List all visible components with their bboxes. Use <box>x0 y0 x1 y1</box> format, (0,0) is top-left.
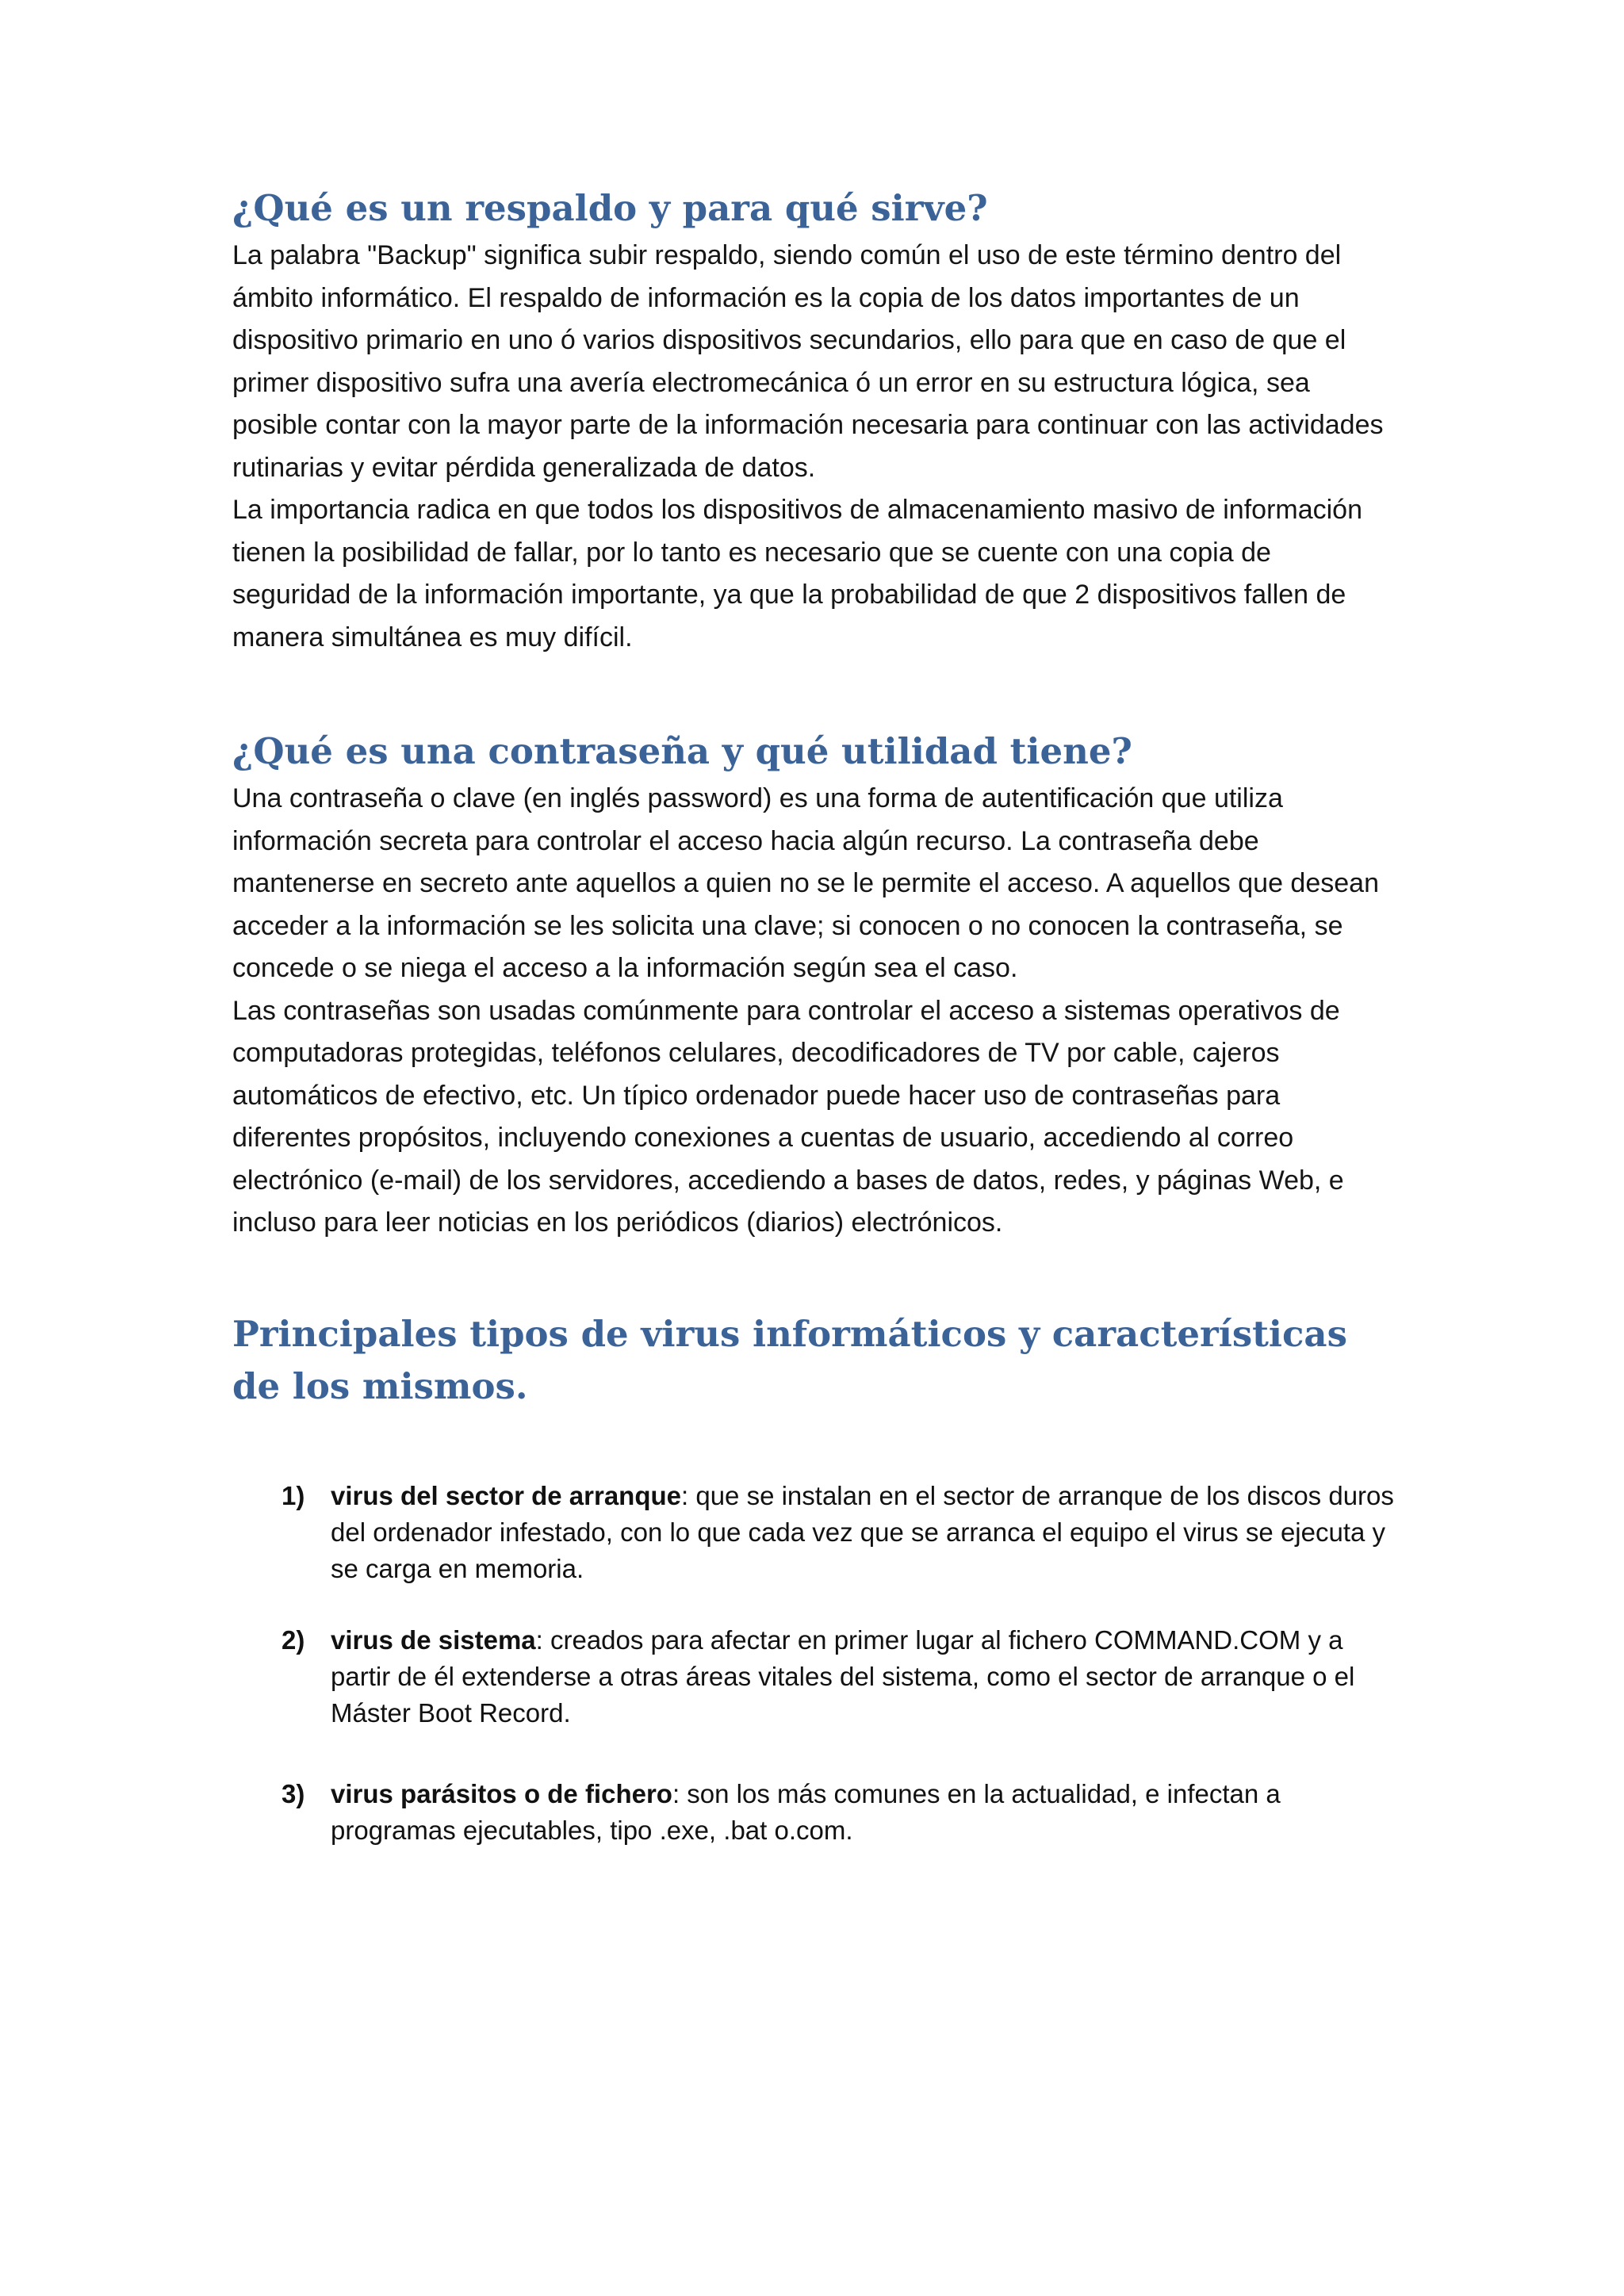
list-item-term: virus de sistema <box>331 1624 536 1655</box>
section-heading-respaldo: ¿Qué es un respaldo y para qué sirve? <box>232 187 988 229</box>
list-item-term: virus del sector de arranque <box>331 1480 682 1510</box>
paragraph-respaldo-definicion: La palabra "Backup" significa subir respaldo, siendo común el uso de este término dentro del ámbito informático. El respaldo de información es la copia de los datos importantes de un dispositivo primario en uno ó varios dispositivos secundarios, ello para que en caso de que el primer dispositivo sufra una avería electromecánica ó un error en su estructura lógica, sea posible contar con la mayor parte de la información necesaria para continuar con las actividades rutinarias y evitar pérdida generalizada de datos. <box>232 240 1384 483</box>
section-heading-virus: Principales tipos de virus informáticos y características de los mismos. <box>232 1312 1347 1407</box>
list-item <box>282 1776 1394 1849</box>
virus-types-list <box>232 1478 1394 1849</box>
list-item <box>282 1478 1394 1587</box>
list-item-text: : creados para afectar en primer lugar al fichero COMMAND.COM y a partir de él extenderse a otras áreas vitales del sistema, como el sector de arranque o el Máster Boot Record. <box>331 1624 1355 1728</box>
list-item-text: : son los más comunes en la actualidad, e infectan a programas ejecutables, tipo .exe, .bat o.com. <box>331 1778 1281 1845</box>
paragraph-respaldo-importancia: La importancia radica en que todos los dispositivos de almacenamiento masivo de información tienen la posibilidad de fallar, por lo tanto es necesario que se cuente con una copia de seguridad de la información importante, ya que la probabilidad de que 2 dispositivos fallen de manera simultánea es muy difícil. <box>232 495 1362 652</box>
paragraph-contrasena-usos: Las contraseñas son usadas comúnmente para controlar el acceso a sistemas operativos de computadoras protegidas, teléfonos celulares, decodificadores de TV por cable, cajeros automáticos de efectivo, etc. Un típico ordenador puede hacer uso de contraseñas para diferentes propósitos, incluyendo conexiones a cuentas de usuario, accediendo al correo electrónico (e-mail) de los servidores, accediendo a bases de datos, redes, y páginas Web, e incluso para leer noticias en los periódicos (diarios) electrónicos. <box>232 995 1344 1238</box>
list-item-term: virus parásitos o de fichero <box>331 1778 672 1808</box>
list-item-number: 2) <box>282 1624 305 1655</box>
paragraph-contrasena-definicion: Una contraseña o clave (en inglés password) es una forma de autentificación que utiliza información secreta para controlar el acceso hacia algún recurso. La contraseña debe mantenerse en secreto ante aquellos a quien no se le permite el acceso. A aquellos que desean acceder a la información se les solicita una clave; si conocen o no conocen la contraseña, se concede o se niega el acceso a la información según sea el caso. <box>232 783 1379 983</box>
list-item-number: 1) <box>282 1480 305 1510</box>
section-heading-contrasena: ¿Qué es una contraseña y qué utilidad tiene? <box>232 730 1132 772</box>
list-item-text: : que se instalan en el sector de arranque de los discos duros del ordenador infestado, con lo que cada vez que se arranca el equipo el virus se ejecuta y se carga en memoria. <box>331 1480 1394 1583</box>
list-item <box>282 1622 1394 1732</box>
list-item-number: 3) <box>282 1778 305 1808</box>
